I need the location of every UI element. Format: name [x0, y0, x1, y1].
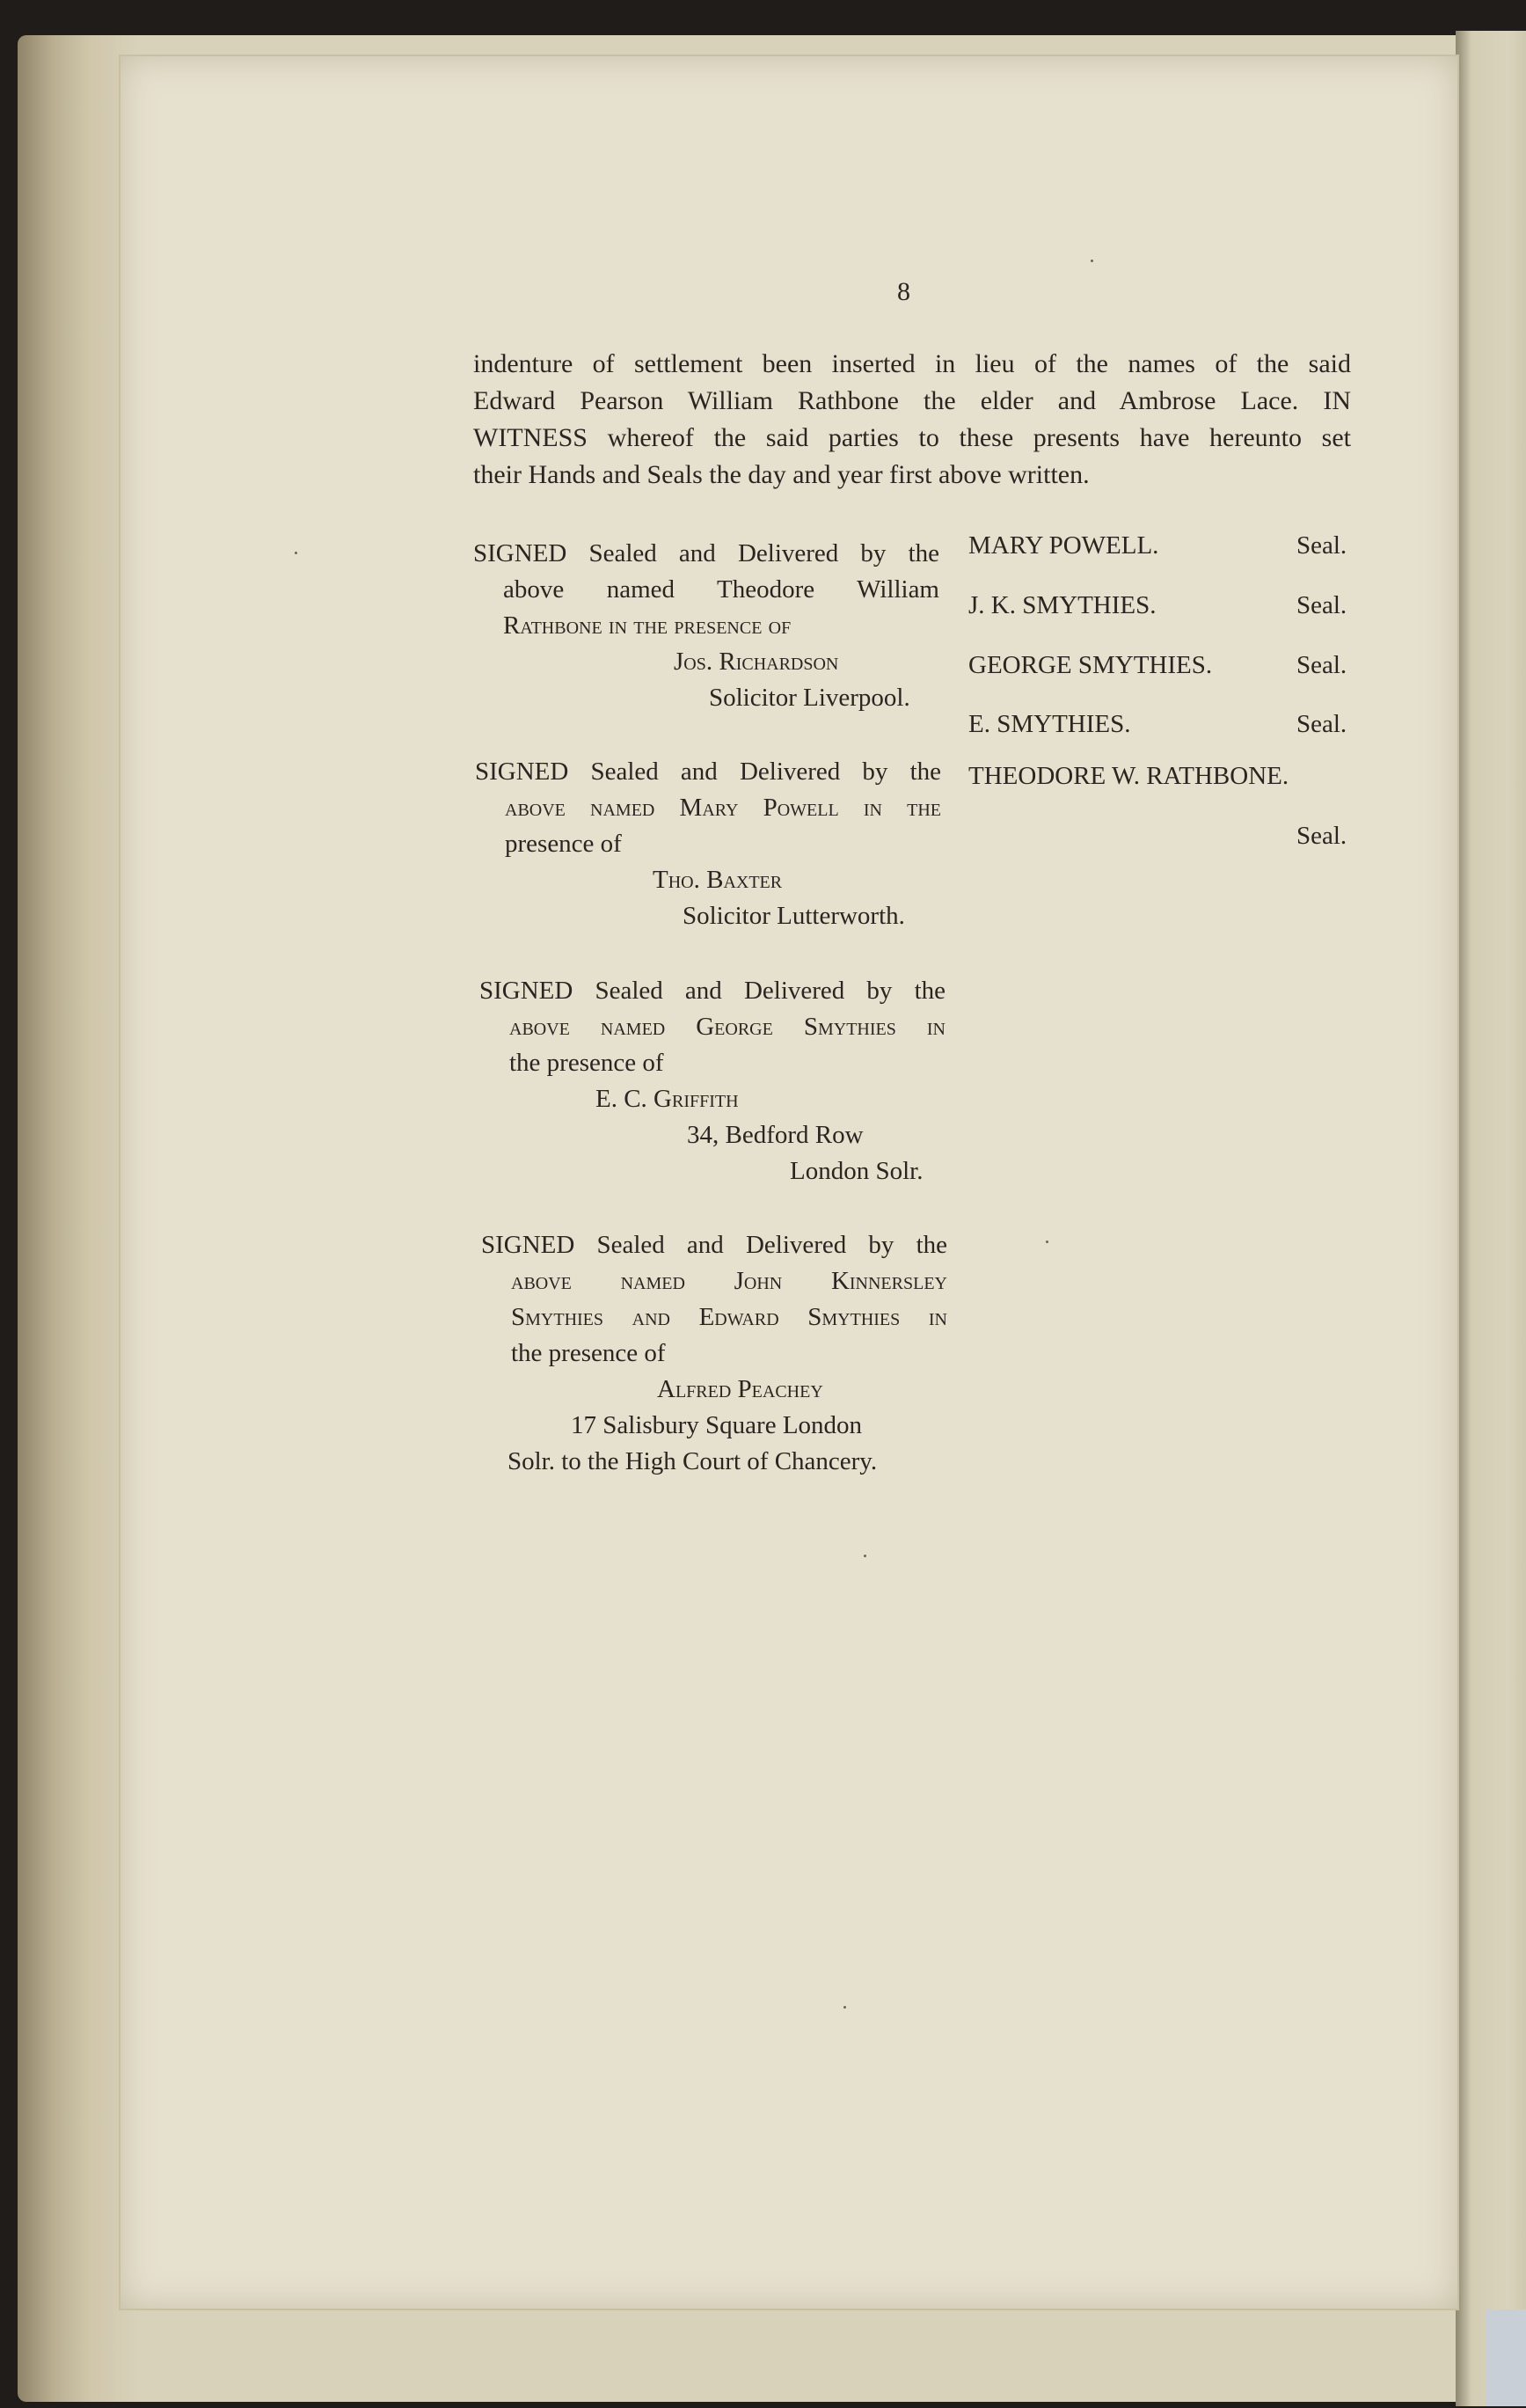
witness-detail: Solicitor Lutterworth.: [683, 902, 905, 930]
seal-mark: Seal.: [1296, 651, 1347, 679]
attestation-line: SIGNED Sealed and Delivered by the: [473, 539, 939, 567]
attestation-line: above named Theodore William: [503, 575, 939, 604]
attestation-line: above named George Smythies in: [509, 1013, 946, 1041]
signatory-name: THEODORE W. RATHBONE.: [968, 762, 1289, 790]
witness-block-george-smythies: [479, 973, 946, 1189]
page-number: 8: [897, 277, 910, 306]
signatory-name: J. K. SMYTHIES.: [968, 591, 1157, 619]
attestation-line: SIGNED Sealed and Delivered by the: [481, 1231, 947, 1259]
witness-block-rathbone: [473, 536, 939, 716]
paragraph-line: WITNESS whereof the said parties to these presents have hereunto set: [473, 423, 1351, 452]
attestation-line: SIGNED Sealed and Delivered by the: [475, 758, 941, 786]
paper-speck: [1046, 1241, 1048, 1243]
witness-detail: 34, Bedford Row: [687, 1121, 864, 1149]
attestation-line: the presence of: [511, 1339, 666, 1367]
paper-speck: [1091, 260, 1093, 262]
witness-detail: Solr. to the High Court of Chancery.: [507, 1447, 878, 1475]
paragraph-line: their Hands and Seals the day and year first above written.: [473, 460, 1090, 489]
seal-mark: Seal.: [1296, 710, 1347, 738]
witness-block-powell: [475, 754, 941, 934]
witness-detail: Solicitor Liverpool.: [709, 684, 910, 712]
facing-page-edge: [1456, 31, 1526, 2406]
witness-name: Alfred Peachey: [657, 1375, 823, 1403]
attestation-line: the presence of: [509, 1049, 664, 1077]
paragraph-line: indenture of settlement been inserted in lieu of the names of the said: [473, 349, 1351, 378]
paper-speck: [843, 2006, 846, 2009]
witness-detail: London Solr.: [790, 1157, 924, 1185]
witness-name: Jos. Richardson: [674, 648, 839, 676]
witness-block-kinnersley-smythies: [481, 1227, 947, 1480]
signatory-name: E. SMYTHIES.: [968, 710, 1131, 738]
witness-name: E. C. Griffith: [595, 1085, 739, 1113]
signatory-name: GEORGE SMYTHIES.: [968, 651, 1213, 679]
seal-mark: Seal.: [1296, 591, 1347, 619]
witness-name: Tho. Baxter: [653, 866, 783, 894]
paper-speck: [295, 552, 297, 554]
page-tab: [1486, 2309, 1526, 2406]
seal-mark: Seal.: [1296, 531, 1347, 560]
attestation-line: Rathbone in the presence of: [503, 611, 792, 640]
paragraph-line: Edward Pearson William Rathbone the elder and Ambrose Lace. IN: [473, 386, 1351, 415]
witness-detail: 17 Salisbury Square London: [571, 1411, 863, 1439]
closing-paragraph: [473, 346, 1351, 494]
attestation-line: Smythies and Edward Smythies in: [511, 1303, 947, 1331]
seal-mark: Seal.: [1296, 822, 1347, 850]
attestation-line: above named John Kinnersley: [511, 1267, 947, 1295]
signatory-name: MARY POWELL.: [968, 531, 1159, 560]
paper-speck: [864, 1555, 866, 1557]
attestation-line: SIGNED Sealed and Delivered by the: [479, 977, 946, 1005]
attestation-line: above named Mary Powell in the: [505, 794, 941, 822]
attestation-line: presence of: [505, 830, 622, 858]
